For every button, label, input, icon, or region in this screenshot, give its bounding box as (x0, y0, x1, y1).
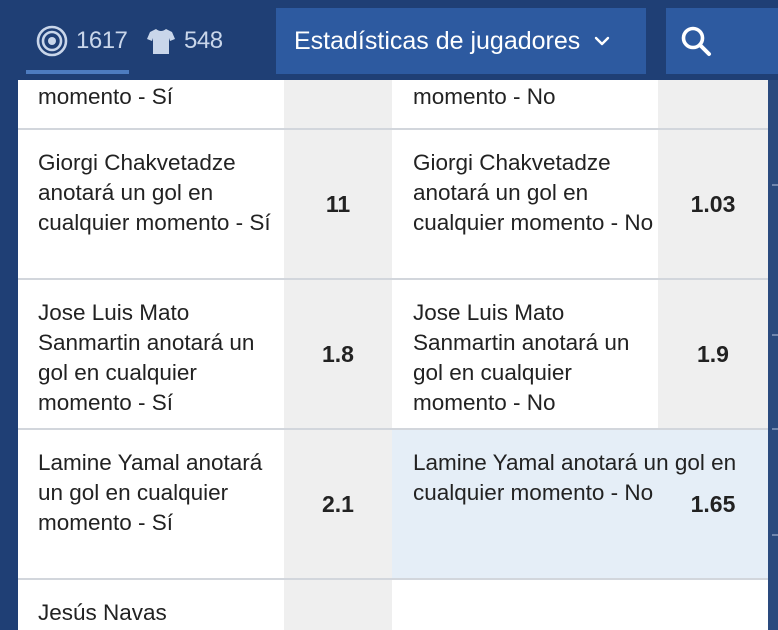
odds-no[interactable] (658, 280, 768, 428)
odds-yes[interactable] (284, 580, 392, 630)
odds-value: 11 (325, 191, 351, 217)
selection-text: momento - No (413, 84, 556, 109)
odds-yes[interactable] (284, 280, 392, 428)
odds-no[interactable] (658, 80, 768, 128)
target-icon (36, 25, 68, 57)
selection-text: Jose Luis Mato Sanmartin anotará un gol en cualquier momento - No (413, 300, 630, 415)
odds-no[interactable] (658, 130, 768, 278)
selection-yes[interactable] (18, 430, 284, 578)
shirt-icon (146, 26, 176, 56)
odds-value: 1.03 (690, 191, 736, 217)
selection-yes[interactable] (18, 130, 284, 278)
odds-yes[interactable] (284, 430, 392, 578)
scroll-edge (768, 80, 778, 630)
selection-yes[interactable] (18, 280, 284, 428)
dropdown-label: Estadísticas de jugadores (294, 26, 581, 55)
divider (772, 534, 778, 536)
selection-no[interactable] (392, 280, 658, 428)
selection-text: Lamine Yamal anotará un gol en cualquier momento - Sí (38, 450, 263, 535)
search-icon (680, 25, 712, 57)
selection-yes[interactable] (18, 580, 284, 630)
top-nav-bar (0, 0, 778, 80)
selection-yes[interactable] (18, 80, 284, 128)
odds-value: 1.8 (322, 341, 354, 367)
table-row (18, 80, 768, 130)
selection-text: Jesús Navas (38, 600, 167, 625)
selection-text: Lamine Yamal anotará un gol en cualquier momento - No (413, 450, 737, 505)
odds-yes[interactable] (284, 80, 392, 128)
odds-no[interactable] (658, 430, 768, 578)
divider (772, 184, 778, 186)
odds-yes[interactable] (284, 130, 392, 278)
selection-text: Giorgi Chakvetadze anotará un gol en cualquier momento - No (413, 150, 654, 235)
active-tab-indicator (26, 70, 129, 74)
selection-no[interactable] (392, 130, 658, 278)
divider (772, 334, 778, 336)
target-stat[interactable] (36, 26, 127, 56)
table-row (18, 280, 768, 430)
stats-dropdown[interactable] (276, 8, 646, 74)
selection-text: momento - Sí (38, 84, 174, 109)
shirt-count: 548 (184, 27, 223, 54)
chevron-down-icon (594, 35, 610, 47)
table-row (18, 430, 768, 580)
shirt-stat[interactable] (146, 26, 223, 56)
selection-no[interactable] (392, 580, 658, 630)
divider (772, 428, 778, 430)
selection-text: Jose Luis Mato Sanmartin anotará un gol en cualquier momento - Sí (38, 300, 255, 415)
table-row (18, 130, 768, 280)
table-row (18, 580, 768, 630)
odds-value: 2.1 (322, 491, 354, 517)
target-count: 1617 (76, 27, 128, 54)
selection-no[interactable] (392, 80, 658, 128)
odds-value: 1.9 (697, 341, 729, 367)
search-button[interactable] (666, 8, 778, 74)
odds-value: 1.65 (690, 491, 736, 517)
selection-text: Giorgi Chakvetadze anotará un gol en cualquier momento - Sí (38, 150, 271, 235)
odds-table (18, 80, 768, 630)
